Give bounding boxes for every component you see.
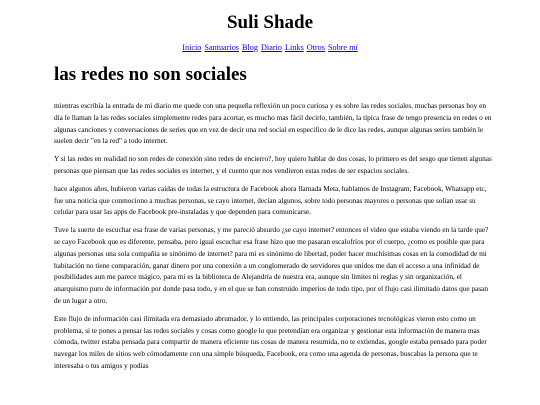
nav-link-santuarios[interactable]: Santuarios [204,43,239,52]
nav-link-links[interactable]: Links [284,43,304,52]
post-title: las redes no son sociales [54,64,247,85]
post-paragraph: hace algunos años, hubieron varias caídas de todas la estructura de Facebook ahora llamada Meta, hablamos de Instagram, Facebook, Whatsapp etc, fue una noticia que conmociono a muchas personas, se cayo internet, decían algunos, sobre todo personas mayores o personas que solían usar su celular para usar las apps de Facebook pre-instaladas y que dependen para comunicarse. [54,183,487,217]
nav-link-sobre-mi[interactable]: Sobre mí [327,43,358,52]
post-paragraph: Este flujo de información casi ilimitada era demasiado abrumador, y lo entiendo, las principales corporaciones tecnológicas vieron esto como un problema, si te pones a pensar las redes sociales y cosas como google lo que pretendían era organizar y gestionar esta información de manera mas cómoda, twitter estaba pensada para compartir de manera eficiente tus cosas de manera resumida, no te extiendas, google estaba pensado para poder navegar los miles de sitios web cómodamente con una simple búsqueda, Facebook, era como una agenda de personas, buscabas la persona que te interesaba o tus amigos y podías [54,313,487,370]
nav-link-blog[interactable]: Blog [242,43,258,52]
nav-link-otros[interactable]: Otros [306,43,325,52]
main-nav [0,43,540,53]
post-content [54,64,494,378]
nav-link-inicio[interactable]: Inicio [182,43,202,52]
post-paragraph: mientras escribía la entrada de mi diario me quede con una pequeña reflexión un poco curiosa y es sobre las redes sociales, muchas personas hoy en día le llaman la las redes sociales simplemente redes para acortar, es mucho mas fácil decirlo, también, la típica frase de tengo presencia en redes o en algunas canciones y conversaciones de series que en vez de decir una red social en especifico de le dice las redes, aunque algunas series también le suelen decir "en la red" a todo internet. [54,101,492,146]
post-paragraph: Tuve la suerte de escuchar esa frase de varias personas, y me pareció absurdo ¿se cayo internet? entonces el video que estaba viendo en la tarde que? se cayo Facebook que es diferente, pensaba, pero igual escuchar esa frase hizo que me pasaran escalofríos por el cuerpo, ¿como es posible que para algunas personas una sola compañía se sinónimo de internet? para mi es sinónimo de libertad, poder hacer muchísimas cosas en la comodidad de mi habitación no tiene comparación, ganar dinero por una conexión a un conglomerado de servidores que unidos me dan el acceso a una infinidad de posibilidades aun me parece mágico, para mi es la biblioteca de Alejandría de nuestra era, aunque sin limites ni reglas y sin organización, el anarquismo puro de información por donde pasa todo, y en el que se han construido imperios de todo tipo, por el flujo casi ilimitado datos que pasan de un lugar a otro. [54,225,489,305]
nav-link-diario[interactable]: Diario [261,43,282,52]
site-title: Suli Shade [226,12,314,33]
post-paragraph: Y si las redes en realidad no son redes de conexión sino redes de encierro?, hoy quiero hablar de dos cosas, lo primero es del sesgo que tienen algunas personas que piensan que las redes sociales es internet, y el cuento que nos vendieron estas redes de ser espacios sociales. [54,154,492,175]
